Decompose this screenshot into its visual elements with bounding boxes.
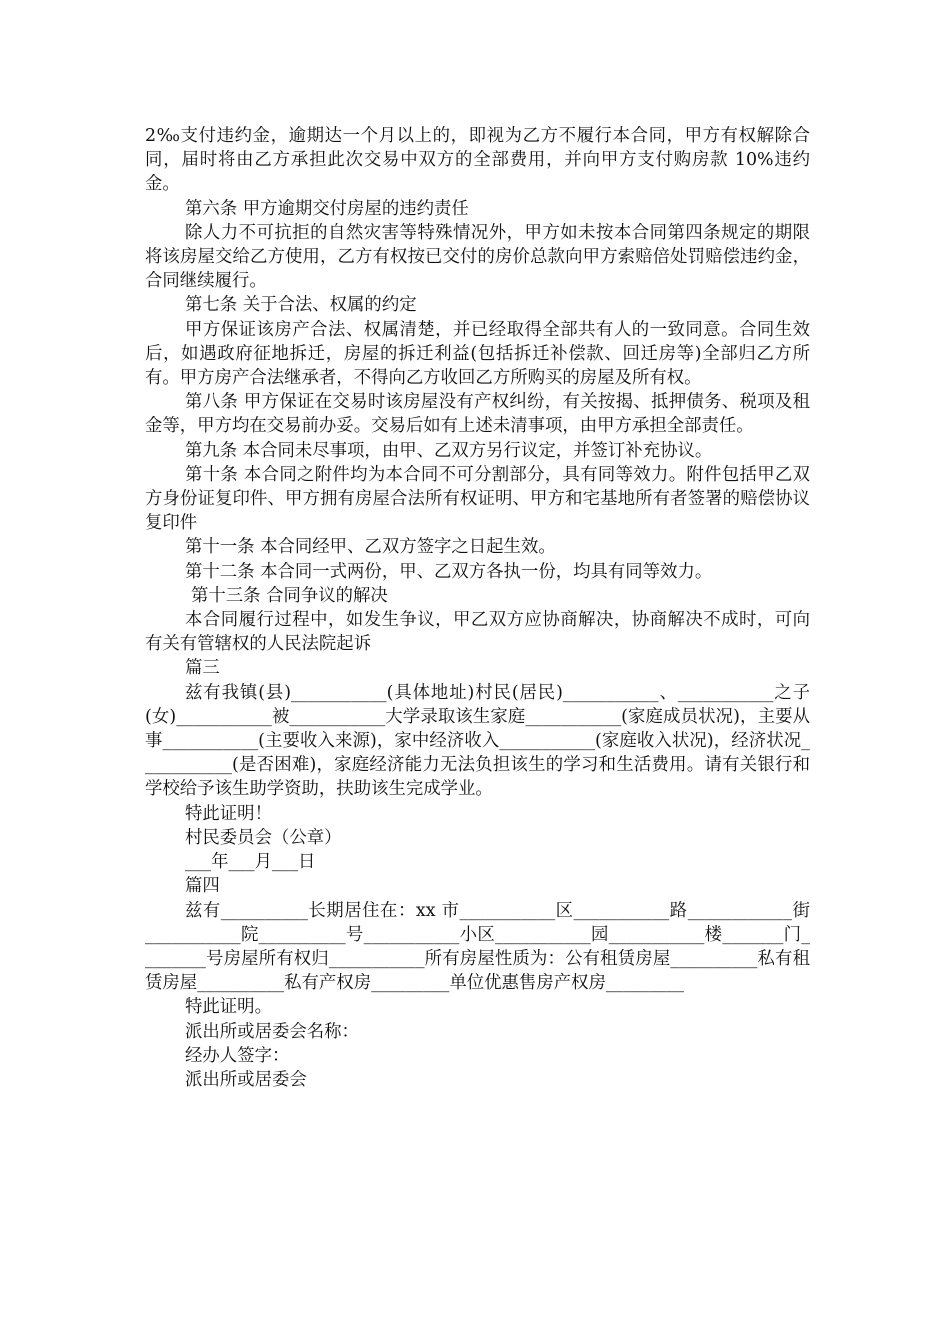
paragraph-section-3-body: 兹有我镇(县)___________(具体地址)村民(居民)___________、___________之子(女)___________被___________大学录取该生家庭___________(家庭成员状况)，主要从事___________(主要收入来源)，家中经济收入___________(家庭收入状况)，经济状况___________(是否困难)，家庭经济能力无法负担该生的学习和生活费用。请有关银行和学校给予该生助学资助，扶助该生完成学业。 [145,682,810,800]
paragraph-handler-signature: 经办人签字： [185,1045,290,1066]
section-heading-3: 篇三 [185,658,220,679]
paragraph-article-7: 甲方保证该房产合法、权属清楚，并已经取得全部共有人的一致同意。合同生效后，如遇政府征地拆迁，房屋的拆迁利益(包括拆迁补偿款、回迁房等)全部归乙方所有。甲方房产合法继承者，不得向乙方收回乙方所购买的房屋及所有权。 [145,319,810,389]
paragraph-date-line: ___年___月___日 [185,852,316,873]
paragraph-penalty-continued: 2‰支付违约金，逾期达一个月以上的，即视为乙方不履行本合同，甲方有权解除合同，届时将由乙方承担此次交易中双方的全部费用，并向甲方支付购房款 10%违约金。 [145,126,810,195]
heading-article-13: 第十三条 合同争议的解决 [191,585,388,606]
paragraph-article-11: 第十一条 本合同经甲、乙双方签字之日起生效。 [185,537,556,558]
paragraph-article-9: 第九条 本合同未尽事项，由甲、乙双方另行议定，并签订补充协议。 [185,440,713,461]
paragraph-police-station-name: 派出所或居委会名称： [185,1021,359,1042]
paragraph-police-station: 派出所或居委会 [185,1069,307,1090]
heading-article-7: 第七条 关于合法、权属的约定 [185,295,417,316]
paragraph-article-12: 第十二条 本合同一式两份，甲、乙双方各执一份，均具有同等效力。 [185,561,713,582]
heading-article-6: 第六条 甲方逾期交付房屋的违约责任 [185,198,469,219]
paragraph-certify: 特此证明！ [185,803,272,824]
paragraph-article-10: 第十条 本合同之附件均为本合同不可分割部分，具有同等效力。附件包括甲乙双方身份证复印件、甲方拥有房屋合法所有权证明、甲方和宅基地所有者签署的赔偿协议复印件 [145,464,810,534]
paragraph-article-8: 第八条 甲方保证在交易时该房屋没有产权纠纷，有关按揭、抵押债务、税项及租金等，甲方均在交易前办妥。交易后如有上述未清事项，由甲方承担全部责任。 [145,392,810,437]
paragraph-article-13: 本合同履行过程中，如发生争议，甲乙双方应协商解决，协商解决不成时，可向有关有管辖权的人民法院起诉 [145,610,810,655]
paragraph-village-committee-seal: 村民委员会（公章） [185,827,342,848]
section-heading-4: 篇四 [185,876,220,897]
paragraph-certify-2: 特此证明。 [185,997,272,1018]
paragraph-article-6: 除人力不可抗拒的自然灾害等特殊情况外，甲方如未按本合同第四条规定的期限将该房屋交给乙方使用，乙方有权按已交付的房价总款向甲方索赔倍处罚赔偿违约金，合同继续履行。 [145,222,810,292]
document-body [145,124,810,1092]
paragraph-section-4-body: 兹有__________长期居住在：xx 市___________区___________路____________街___________院__________号___________小区___________园___________楼_______门________号房屋所有权归___________所有房屋性质为：公有租赁房屋__________私有租赁房屋__________私有产权房_________单位优惠售房产权房_________ [145,900,810,994]
